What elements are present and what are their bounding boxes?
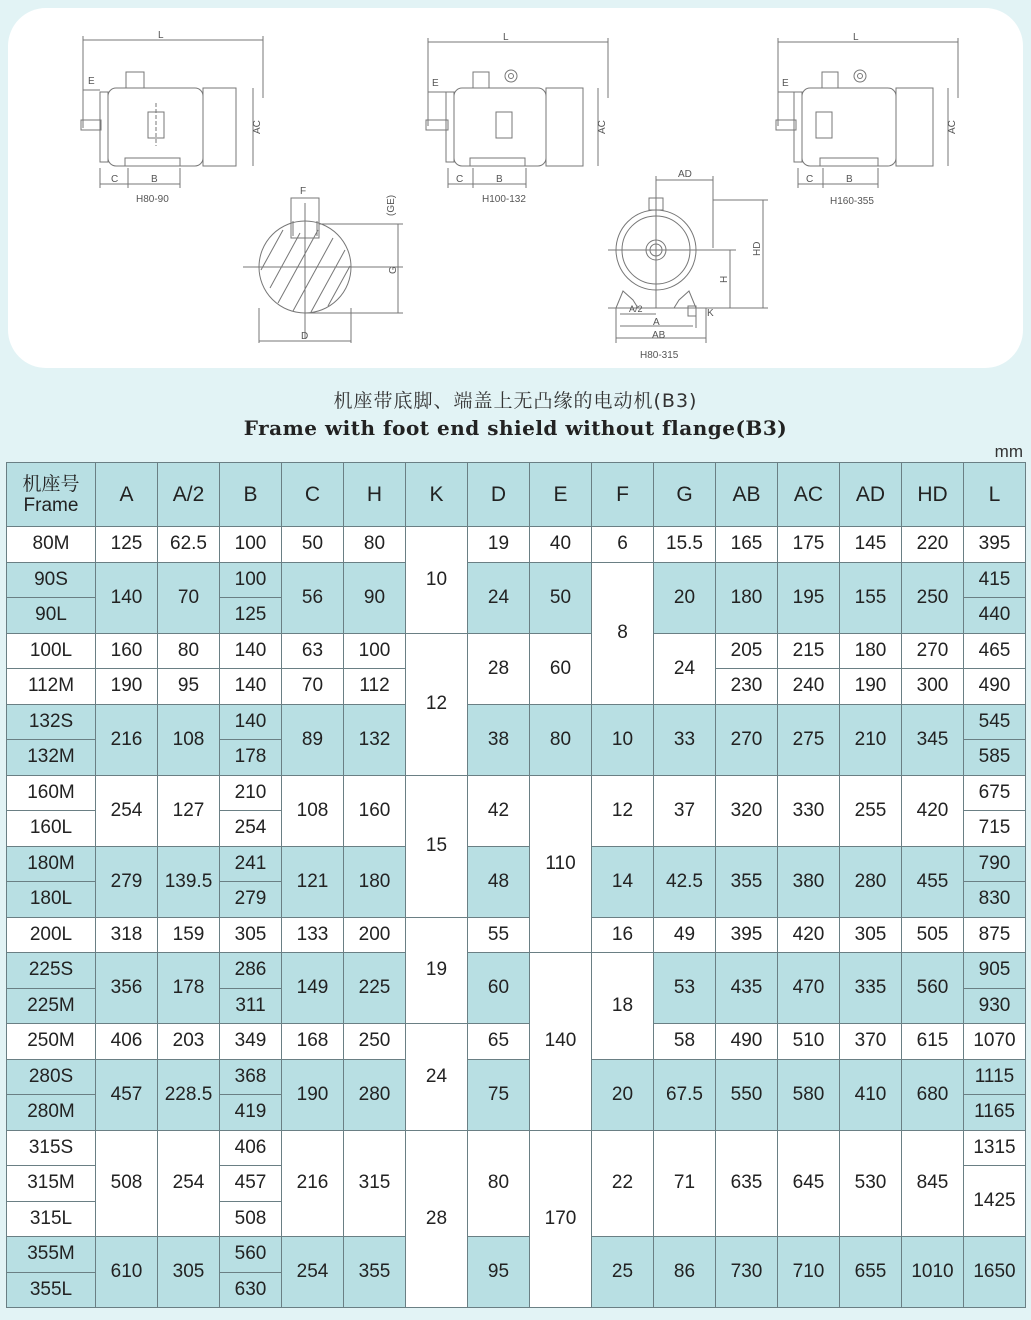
header-ac: AC (778, 463, 840, 527)
cell-ac: 380 (778, 846, 840, 917)
cell-b: 125 (220, 598, 282, 634)
cell-a: 140 (96, 562, 158, 633)
cell-c: 121 (282, 846, 344, 917)
header-e: E (530, 463, 592, 527)
cell-g: 86 (654, 1237, 716, 1308)
cell-e: 140 (530, 953, 592, 1131)
cell-l: 1115 (964, 1059, 1026, 1095)
cell-f: 8 (592, 562, 654, 704)
header-l: L (964, 463, 1026, 527)
shaft-section-view (243, 186, 403, 343)
table-row (7, 1024, 1026, 1060)
end-view-h80-315 (608, 169, 768, 361)
frame-cell: 355L (7, 1272, 96, 1308)
cell-ab: 165 (716, 527, 778, 563)
cell-d: 28 (468, 633, 530, 704)
cell-c: 108 (282, 775, 344, 846)
cell-a-half: 203 (158, 1024, 220, 1060)
cell-c: 168 (282, 1024, 344, 1060)
label-c-1: C (111, 174, 119, 185)
cell-d: 19 (468, 527, 530, 563)
cell-b: 279 (220, 882, 282, 918)
label-c-3: C (806, 174, 814, 185)
cell-g: 15.5 (654, 527, 716, 563)
cell-ad: 190 (840, 669, 902, 705)
cell-a: 216 (96, 704, 158, 775)
cell-l: 465 (964, 633, 1026, 669)
cell-f: 18 (592, 953, 654, 1060)
header-h: H (344, 463, 406, 527)
cell-b: 311 (220, 988, 282, 1024)
cell-g: 42.5 (654, 846, 716, 917)
frame-cell: 80M (7, 527, 96, 563)
cell-ad: 410 (840, 1059, 902, 1130)
header-k: K (406, 463, 468, 527)
cell-ad: 145 (840, 527, 902, 563)
label-k: K (707, 308, 714, 319)
cell-f: 12 (592, 775, 654, 846)
cell-b: 210 (220, 775, 282, 811)
cell-b: 305 (220, 917, 282, 953)
cell-a-half: 228.5 (158, 1059, 220, 1130)
header-g: G (654, 463, 716, 527)
cell-h: 225 (344, 953, 406, 1024)
dimension-table (6, 462, 1026, 1308)
caption-h80-315: H80-315 (640, 350, 679, 361)
cell-e: 80 (530, 704, 592, 775)
cell-h: 180 (344, 846, 406, 917)
cell-l: 875 (964, 917, 1026, 953)
cell-l: 395 (964, 527, 1026, 563)
cell-b: 100 (220, 527, 282, 563)
frame-cell: 250M (7, 1024, 96, 1060)
cell-g: 37 (654, 775, 716, 846)
frame-cell: 280S (7, 1059, 96, 1095)
cell-d: 75 (468, 1059, 530, 1130)
table-row (7, 775, 1026, 811)
cell-b: 368 (220, 1059, 282, 1095)
cell-b: 457 (220, 1166, 282, 1202)
cell-ab: 550 (716, 1059, 778, 1130)
cell-ad: 655 (840, 1237, 902, 1308)
cell-h: 355 (344, 1237, 406, 1308)
cell-ac: 195 (778, 562, 840, 633)
cell-l: 545 (964, 704, 1026, 740)
frame-cell: 315S (7, 1130, 96, 1166)
cell-ad: 370 (840, 1024, 902, 1060)
cell-b: 630 (220, 1272, 282, 1308)
label-ad: AD (678, 169, 692, 180)
cell-h: 90 (344, 562, 406, 633)
cell-b: 140 (220, 704, 282, 740)
cell-d: 60 (468, 953, 530, 1024)
table-row (7, 704, 1026, 740)
header-row (7, 463, 1026, 527)
cell-hd: 680 (902, 1059, 964, 1130)
cell-b: 100 (220, 562, 282, 598)
cell-f: 10 (592, 704, 654, 775)
cell-b: 349 (220, 1024, 282, 1060)
cell-c: 50 (282, 527, 344, 563)
cell-ab: 395 (716, 917, 778, 953)
cell-l: 1425 (964, 1166, 1026, 1237)
cell-l: 1315 (964, 1130, 1026, 1166)
cell-d: 24 (468, 562, 530, 633)
caption-h80-90: H80-90 (136, 194, 169, 205)
frame-cell: 180L (7, 882, 96, 918)
cell-a: 125 (96, 527, 158, 563)
label-ge: (GE) (386, 194, 397, 216)
cell-k: 24 (406, 1024, 468, 1131)
cell-h: 100 (344, 633, 406, 669)
cell-c: 70 (282, 669, 344, 705)
frame-cell: 90L (7, 598, 96, 634)
cell-c: 190 (282, 1059, 344, 1130)
cell-hd: 270 (902, 633, 964, 669)
cell-ac: 275 (778, 704, 840, 775)
cell-hd: 845 (902, 1130, 964, 1237)
cell-a-half: 70 (158, 562, 220, 633)
cell-l: 585 (964, 740, 1026, 776)
cell-h: 315 (344, 1130, 406, 1237)
cell-a: 254 (96, 775, 158, 846)
cell-h: 200 (344, 917, 406, 953)
cell-k: 19 (406, 917, 468, 1024)
label-l-2: L (503, 32, 509, 43)
cell-e: 50 (530, 562, 592, 633)
label-g: G (388, 266, 399, 274)
cell-ab: 355 (716, 846, 778, 917)
cell-hd: 420 (902, 775, 964, 846)
cell-g: 53 (654, 953, 716, 1024)
frame-cell: 280M (7, 1095, 96, 1131)
header-a: A (96, 463, 158, 527)
cell-b: 286 (220, 953, 282, 989)
cell-d: 65 (468, 1024, 530, 1060)
frame-cell: 355M (7, 1237, 96, 1273)
cell-a-half: 127 (158, 775, 220, 846)
cell-g: 71 (654, 1130, 716, 1237)
frame-cell: 132M (7, 740, 96, 776)
cell-h: 132 (344, 704, 406, 775)
cell-h: 160 (344, 775, 406, 846)
frame-cell: 180M (7, 846, 96, 882)
table-row (7, 953, 1026, 989)
caption-h160-355: H160-355 (830, 196, 874, 207)
cell-a-half: 80 (158, 633, 220, 669)
cell-ac: 330 (778, 775, 840, 846)
label-l-3: L (853, 32, 859, 43)
cell-a: 610 (96, 1237, 158, 1308)
header-f: F (592, 463, 654, 527)
header-frame (7, 463, 96, 527)
frame-cell: 112M (7, 669, 96, 705)
cell-d: 80 (468, 1130, 530, 1237)
cell-a-half: 62.5 (158, 527, 220, 563)
cell-c: 254 (282, 1237, 344, 1308)
cell-g: 33 (654, 704, 716, 775)
header-a-half: A/2 (158, 463, 220, 527)
frame-cell: 315M (7, 1166, 96, 1202)
cell-l: 1070 (964, 1024, 1026, 1060)
unit-label: mm (994, 442, 1023, 461)
cell-f: 14 (592, 846, 654, 917)
side-view-h80-90 (81, 30, 263, 205)
side-view-h100-132 (426, 32, 608, 205)
cell-hd: 300 (902, 669, 964, 705)
cell-ac: 420 (778, 917, 840, 953)
label-a-half: A/2 (629, 304, 643, 314)
cell-l: 1165 (964, 1095, 1026, 1131)
cell-c: 89 (282, 704, 344, 775)
header-c: C (282, 463, 344, 527)
cell-ab: 180 (716, 562, 778, 633)
cell-a: 406 (96, 1024, 158, 1060)
label-b-1: B (151, 174, 158, 185)
cell-k: 10 (406, 527, 468, 634)
cell-ad: 335 (840, 953, 902, 1024)
cell-a: 356 (96, 953, 158, 1024)
cell-ab: 730 (716, 1237, 778, 1308)
cell-k: 12 (406, 633, 468, 775)
cell-ac: 175 (778, 527, 840, 563)
cell-ac: 215 (778, 633, 840, 669)
cell-a: 279 (96, 846, 158, 917)
cell-b: 254 (220, 811, 282, 847)
cell-d: 48 (468, 846, 530, 917)
cell-ab: 435 (716, 953, 778, 1024)
cell-hd: 220 (902, 527, 964, 563)
cell-l: 905 (964, 953, 1026, 989)
cell-d: 55 (468, 917, 530, 953)
cell-h: 280 (344, 1059, 406, 1130)
cell-b: 140 (220, 669, 282, 705)
cell-a-half: 139.5 (158, 846, 220, 917)
cell-ab: 490 (716, 1024, 778, 1060)
header-ab: AB (716, 463, 778, 527)
cell-a-half: 305 (158, 1237, 220, 1308)
cell-a-half: 178 (158, 953, 220, 1024)
cell-l: 790 (964, 846, 1026, 882)
label-l-1: L (158, 30, 164, 41)
cell-f: 16 (592, 917, 654, 953)
cell-l: 440 (964, 598, 1026, 634)
cell-k: 15 (406, 775, 468, 917)
caption-h100-132: H100-132 (482, 194, 526, 205)
cell-g: 49 (654, 917, 716, 953)
cell-c: 56 (282, 562, 344, 633)
page-title-chinese: 机座带底脚、端盖上无凸缘的电动机(B3) (333, 390, 698, 412)
label-e-2: E (432, 78, 439, 89)
frame-cell: 200L (7, 917, 96, 953)
cell-h: 250 (344, 1024, 406, 1060)
cell-l: 715 (964, 811, 1026, 847)
cell-g: 20 (654, 562, 716, 633)
page-title-english: Frame with foot end shield without flange(B3) (243, 416, 788, 440)
label-ac-1: AC (252, 120, 263, 134)
label-a: A (653, 317, 660, 328)
cell-ab: 230 (716, 669, 778, 705)
cell-g: 24 (654, 633, 716, 704)
cell-ac: 580 (778, 1059, 840, 1130)
label-b-2: B (496, 174, 503, 185)
cell-l: 490 (964, 669, 1026, 705)
cell-ad: 255 (840, 775, 902, 846)
frame-cell: 225S (7, 953, 96, 989)
header-ad: AD (840, 463, 902, 527)
motor-dimension-drawings (8, 8, 1023, 368)
cell-e: 110 (530, 775, 592, 953)
cell-l: 415 (964, 562, 1026, 598)
cell-c: 216 (282, 1130, 344, 1237)
table-row (7, 917, 1026, 953)
table-row (7, 1130, 1026, 1166)
dimension-drawing-panel (8, 8, 1023, 368)
cell-hd: 1010 (902, 1237, 964, 1308)
cell-ac: 710 (778, 1237, 840, 1308)
cell-hd: 250 (902, 562, 964, 633)
frame-cell: 160M (7, 775, 96, 811)
frame-cell: 100L (7, 633, 96, 669)
cell-b: 140 (220, 633, 282, 669)
cell-l: 1650 (964, 1237, 1026, 1308)
table-row (7, 1059, 1026, 1095)
cell-hd: 345 (902, 704, 964, 775)
cell-l: 930 (964, 988, 1026, 1024)
header-frame-en: Frame (23, 494, 79, 516)
cell-a: 160 (96, 633, 158, 669)
cell-ad: 210 (840, 704, 902, 775)
cell-k: 28 (406, 1130, 468, 1308)
header-d: D (468, 463, 530, 527)
cell-ac: 645 (778, 1130, 840, 1237)
header-frame-cn: 机座号 (22, 473, 80, 495)
cell-d: 42 (468, 775, 530, 846)
cell-h: 112 (344, 669, 406, 705)
cell-ad: 280 (840, 846, 902, 917)
cell-l: 830 (964, 882, 1026, 918)
label-ab: AB (652, 330, 666, 341)
cell-a-half: 108 (158, 704, 220, 775)
cell-a: 457 (96, 1059, 158, 1130)
cell-d: 38 (468, 704, 530, 775)
label-hd: HD (752, 241, 763, 256)
frame-cell: 90S (7, 562, 96, 598)
cell-ad: 530 (840, 1130, 902, 1237)
side-view-h160-355 (776, 32, 958, 207)
table-row (7, 562, 1026, 598)
table-row (7, 846, 1026, 882)
header-b: B (220, 463, 282, 527)
cell-hd: 615 (902, 1024, 964, 1060)
cell-c: 63 (282, 633, 344, 669)
label-c-2: C (456, 174, 464, 185)
cell-hd: 505 (902, 917, 964, 953)
cell-f: 6 (592, 527, 654, 563)
label-ac-2: AC (597, 120, 608, 134)
label-h: H (719, 275, 730, 283)
frame-cell: 225M (7, 988, 96, 1024)
table-row (7, 1237, 1026, 1273)
cell-a-half: 95 (158, 669, 220, 705)
cell-ad: 180 (840, 633, 902, 669)
cell-a: 318 (96, 917, 158, 953)
cell-ac: 510 (778, 1024, 840, 1060)
cell-a-half: 159 (158, 917, 220, 953)
cell-a-half: 254 (158, 1130, 220, 1237)
cell-d: 95 (468, 1237, 530, 1308)
cell-b: 560 (220, 1237, 282, 1273)
cell-c: 133 (282, 917, 344, 953)
cell-g: 67.5 (654, 1059, 716, 1130)
cell-ac: 240 (778, 669, 840, 705)
frame-cell: 160L (7, 811, 96, 847)
cell-a: 508 (96, 1130, 158, 1237)
label-f: F (300, 186, 307, 197)
cell-e: 170 (530, 1130, 592, 1308)
cell-h: 80 (344, 527, 406, 563)
cell-g: 58 (654, 1024, 716, 1060)
cell-ad: 155 (840, 562, 902, 633)
label-ac-3: AC (947, 120, 958, 134)
cell-ab: 320 (716, 775, 778, 846)
cell-f: 20 (592, 1059, 654, 1130)
cell-b: 241 (220, 846, 282, 882)
cell-f: 22 (592, 1130, 654, 1237)
cell-ab: 635 (716, 1130, 778, 1237)
cell-ac: 470 (778, 953, 840, 1024)
cell-ad: 305 (840, 917, 902, 953)
cell-e: 60 (530, 633, 592, 704)
label-e-1: E (88, 76, 95, 87)
cell-e: 40 (530, 527, 592, 563)
label-e-3: E (782, 78, 789, 89)
cell-b: 508 (220, 1201, 282, 1237)
cell-b: 419 (220, 1095, 282, 1131)
cell-ab: 205 (716, 633, 778, 669)
cell-b: 178 (220, 740, 282, 776)
cell-hd: 455 (902, 846, 964, 917)
frame-cell: 132S (7, 704, 96, 740)
table-row (7, 633, 1026, 669)
cell-ab: 270 (716, 704, 778, 775)
frame-cell: 315L (7, 1201, 96, 1237)
header-hd: HD (902, 463, 964, 527)
label-d: D (301, 331, 309, 342)
cell-f: 25 (592, 1237, 654, 1308)
table-row (7, 527, 1026, 563)
label-b-3: B (846, 174, 853, 185)
cell-l: 675 (964, 775, 1026, 811)
cell-c: 149 (282, 953, 344, 1024)
cell-b: 406 (220, 1130, 282, 1166)
cell-a: 190 (96, 669, 158, 705)
cell-hd: 560 (902, 953, 964, 1024)
